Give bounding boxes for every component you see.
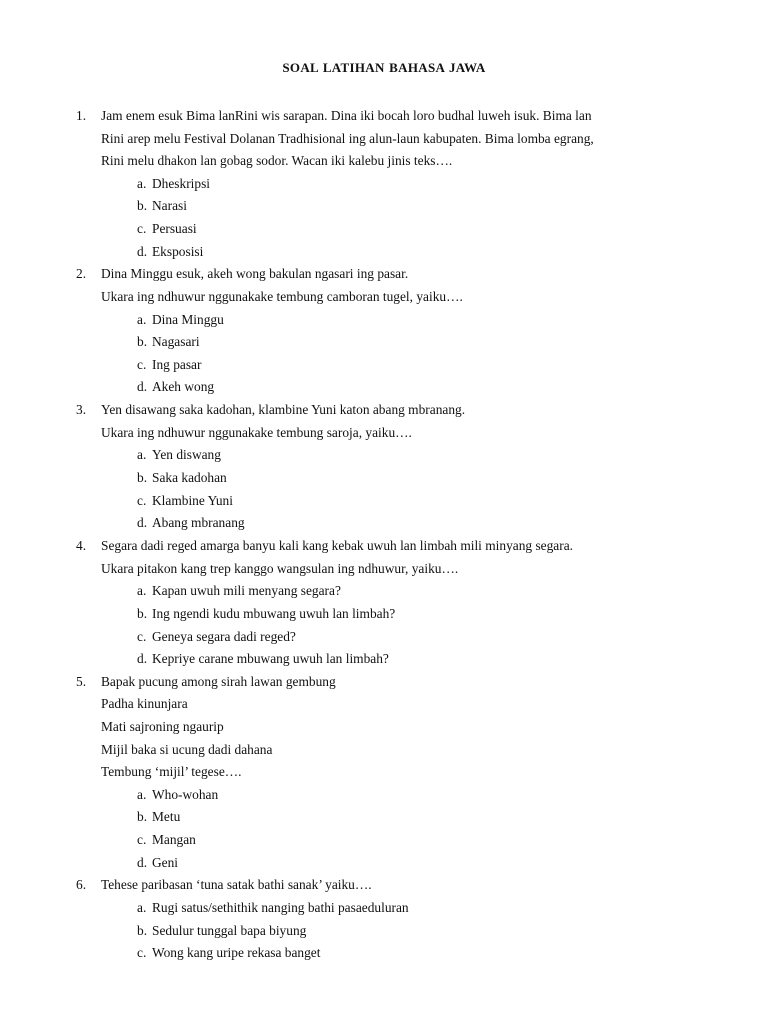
- question-text-line: Bapak pucung among sirah lawan gembung: [101, 674, 336, 689]
- option-letter: c.: [137, 945, 147, 960]
- option-text: Sedulur tunggal bapa biyung: [152, 923, 307, 938]
- question-number: 6.: [76, 877, 87, 892]
- option-text: Kapan uwuh mili menyang segara?: [152, 583, 341, 598]
- option-letter: d.: [137, 244, 148, 259]
- option-text: Eksposisi: [152, 244, 204, 259]
- question-text-line: Padha kinunjara: [101, 696, 188, 711]
- option-text: Klambine Yuni: [152, 493, 233, 508]
- question-text-line: Mati sajroning ngaurip: [101, 719, 224, 734]
- option-text: Ing ngendi kudu mbuwang uwuh lan limbah?: [152, 606, 396, 621]
- option-letter: d.: [137, 379, 148, 394]
- option-letter: c.: [137, 629, 147, 644]
- question-number: 3.: [76, 402, 87, 417]
- option-text: Narasi: [152, 198, 187, 213]
- option-letter: b.: [137, 470, 148, 485]
- option-text: Who-wohan: [152, 787, 219, 802]
- question-text-line: Tembung ‘mijil’ tegese….: [101, 764, 242, 779]
- option-letter: c.: [137, 221, 147, 236]
- option-letter: b.: [137, 334, 148, 349]
- option-letter: a.: [137, 312, 147, 327]
- option-letter: d.: [137, 515, 148, 530]
- question-text-line: Ukara ing ndhuwur nggunakake tembung saroja, yaiku….: [101, 425, 412, 440]
- option-letter: d.: [137, 651, 148, 666]
- option-letter: b.: [137, 606, 148, 621]
- option-letter: d.: [137, 855, 148, 870]
- question-number: 2.: [76, 266, 87, 281]
- option-letter: b.: [137, 923, 148, 938]
- option-text: Dina Minggu: [152, 312, 224, 327]
- option-text: Abang mbranang: [152, 515, 245, 530]
- question-number: 4.: [76, 538, 87, 553]
- option-text: Persuasi: [152, 221, 197, 236]
- question-text-line: Segara dadi reged amarga banyu kali kang kebak uwuh lan limbah mili minyang segara.: [101, 538, 573, 553]
- option-letter: a.: [137, 900, 147, 915]
- option-letter: a.: [137, 583, 147, 598]
- option-text: Saka kadohan: [152, 470, 227, 485]
- question-text-line: Tehese paribasan ‘tuna satak bathi sanak’ yaiku….: [101, 877, 372, 892]
- question-text-line: Rini arep melu Festival Dolanan Tradhisional ing alun-laun kabupaten. Bima lomba egrang,: [101, 131, 594, 146]
- option-letter: a.: [137, 787, 147, 802]
- option-text: Yen diswang: [152, 447, 221, 462]
- option-text: Kepriye carane mbuwang uwuh lan limbah?: [152, 651, 389, 666]
- option-letter: b.: [137, 198, 148, 213]
- option-text: Mangan: [152, 832, 196, 847]
- question-text-line: Rini melu dhakon lan gobag sodor. Wacan iki kalebu jinis teks….: [101, 153, 453, 168]
- option-letter: a.: [137, 176, 147, 191]
- document-title: SOAL LATIHAN BAHASA JAWA: [282, 60, 486, 75]
- option-text: Rugi satus/sethithik nanging bathi pasaeduluran: [152, 900, 409, 915]
- question-text-line: Jam enem esuk Bima lanRini wis sarapan. Dina iki bocah loro budhal luweh isuk. Bima lan: [101, 108, 592, 123]
- question-number: 1.: [76, 108, 87, 123]
- option-letter: c.: [137, 357, 147, 372]
- question-text-line: Ukara pitakon kang trep kanggo wangsulan ing ndhuwur, yaiku….: [101, 561, 459, 576]
- option-text: Geneya segara dadi reged?: [152, 629, 296, 644]
- option-letter: a.: [137, 447, 147, 462]
- question-text-line: Dina Minggu esuk, akeh wong bakulan ngasari ing pasar.: [101, 266, 409, 281]
- option-text: Nagasari: [152, 334, 200, 349]
- option-text: Wong kang uripe rekasa banget: [152, 945, 321, 960]
- option-letter: c.: [137, 832, 147, 847]
- question-text-line: Ukara ing ndhuwur nggunakake tembung camboran tugel, yaiku….: [101, 289, 463, 304]
- option-letter: c.: [137, 493, 147, 508]
- question-text-line: Mijil baka si ucung dadi dahana: [101, 742, 273, 757]
- option-text: Geni: [152, 855, 179, 870]
- question-text-line: Yen disawang saka kadohan, klambine Yuni katon abang mbranang.: [101, 402, 466, 417]
- option-letter: b.: [137, 809, 148, 824]
- option-text: Metu: [152, 809, 181, 824]
- option-text: Akeh wong: [152, 379, 215, 394]
- option-text: Dheskripsi: [152, 176, 211, 191]
- question-number: 5.: [76, 674, 87, 689]
- option-text: Ing pasar: [152, 357, 202, 372]
